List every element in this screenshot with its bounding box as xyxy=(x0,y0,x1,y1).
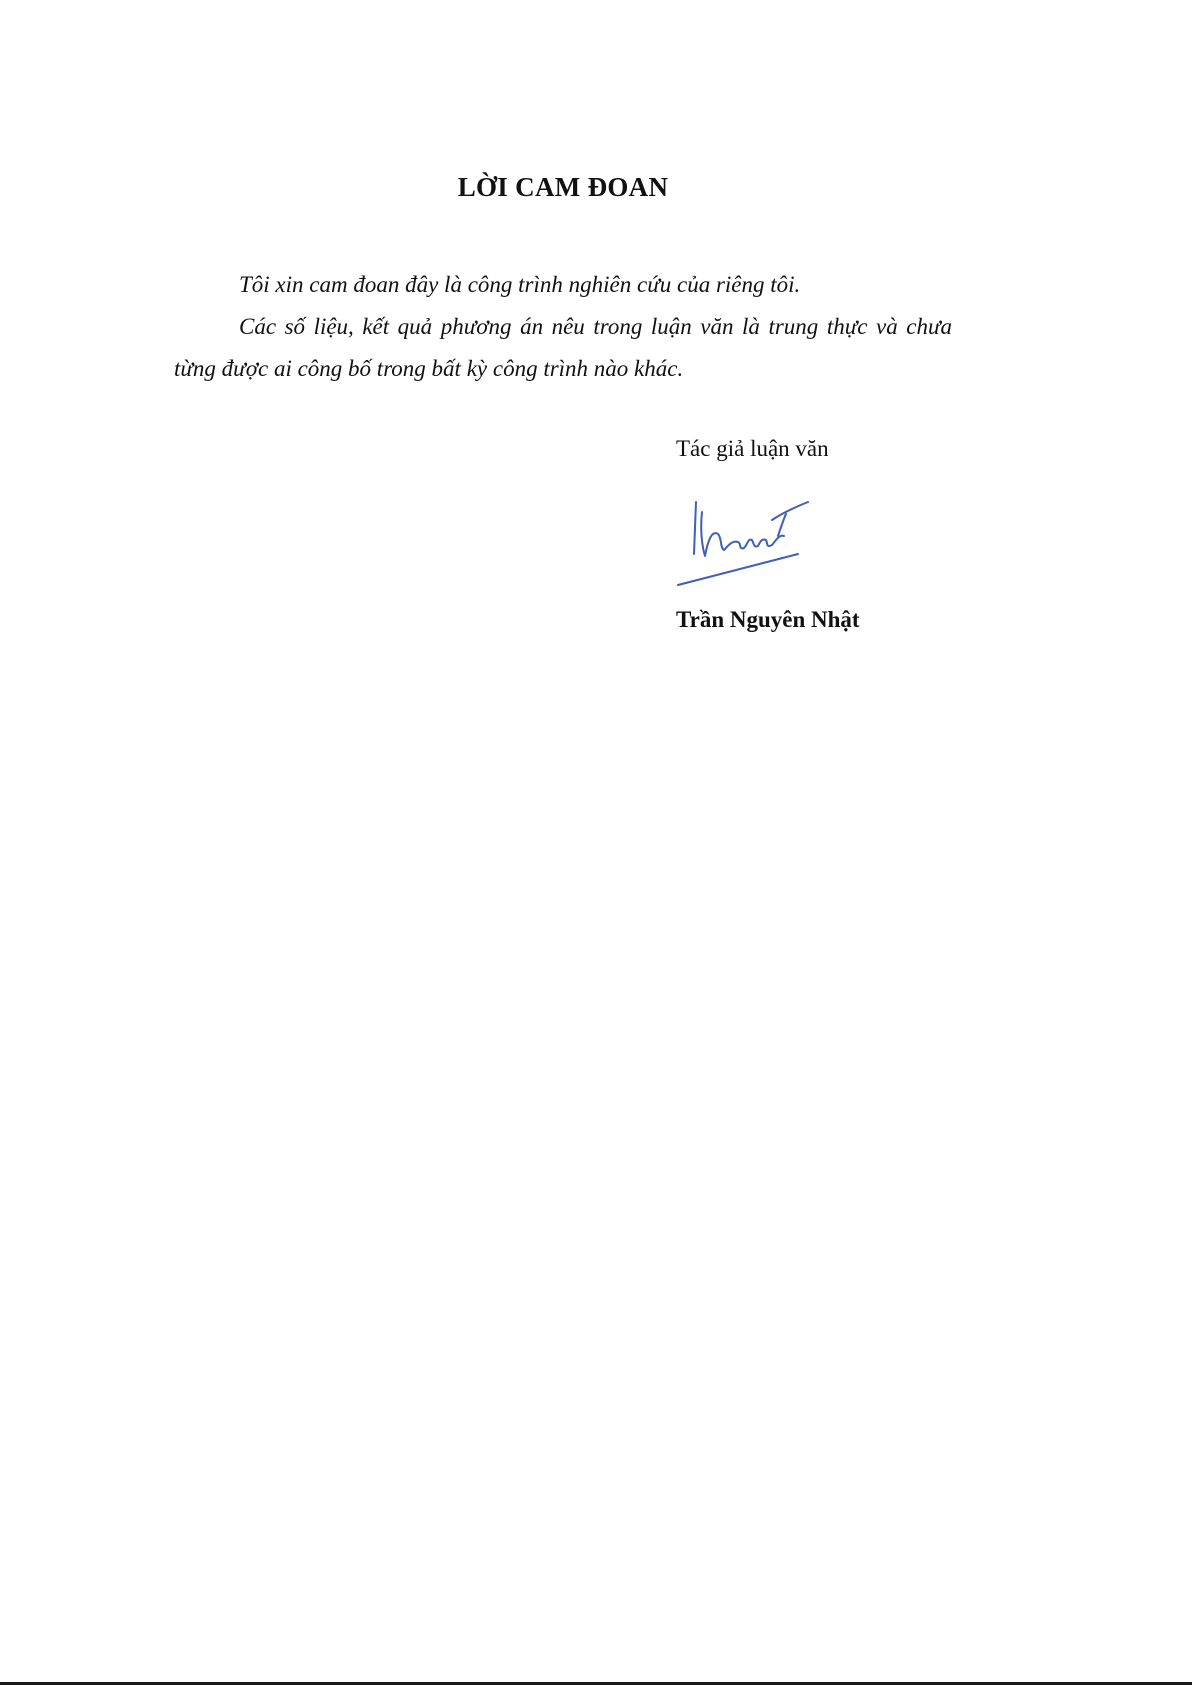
page-title: LỜI CAM ĐOAN xyxy=(457,172,669,202)
handwritten-signature xyxy=(672,490,842,590)
declaration-body xyxy=(174,264,952,390)
author-name: Trần Nguyên Nhật xyxy=(676,607,860,632)
author-label: Tác giả luận văn xyxy=(676,436,829,461)
declaration-paragraph-2: Các số liệu, kết quả phương án nêu trong luận văn là trung thực và chưa từng được ai công bố trong bất kỳ công trình nào khác. xyxy=(174,314,952,381)
declaration-paragraph-1: Tôi xin cam đoan đây là công trình nghiên cứu của riêng tôi. xyxy=(239,272,801,297)
